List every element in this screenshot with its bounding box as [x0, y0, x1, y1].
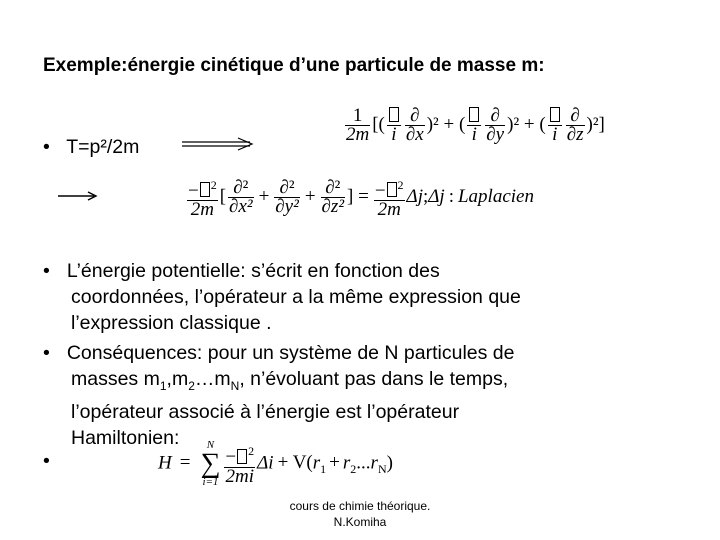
bullet-marker: •: [43, 342, 50, 364]
right-arrow-icon: [182, 137, 254, 151]
potential-line-3: l’expression classique .: [71, 312, 272, 334]
bullet-consequences: [43, 340, 683, 451]
consequences-line-2: masses $m_1,m_2\dots m_N$, n’évoluant pas dans le temps,: [71, 368, 509, 393]
hbar-glyph-icon: [550, 107, 560, 122]
hamiltonian-equation: H = N ∑ i=1 $\frac{- ^2}{2mi}$ $\Delta i + V(r_1 + r_2...r_N)$: [158, 439, 393, 488]
hbar-glyph-icon: [389, 107, 399, 122]
kinetic-operator-equation: $\frac{1}{2m}$ [( i $\frac{\partial}{\partial x}$ )² + ( i $\frac{\partial}{\partial y}$ )² + ( i $\frac{\partial}{\partial z}$ )²]: [346, 105, 605, 145]
potential-line-2: coordonnées, l’opérateur a la même expression que: [71, 286, 521, 308]
consequences-line-4: Hamiltonien:: [71, 426, 180, 449]
bullet-potential-energy: [43, 258, 683, 336]
bullet-marker: •: [43, 260, 50, 282]
hbar-glyph-icon: [469, 107, 479, 122]
footer-course: cours de chimie théorique.: [289, 499, 431, 513]
consequences-line-1: Conséquences: pour un système de N particules de: [66, 342, 515, 364]
bullet-kinetic: [43, 134, 139, 160]
footer-author: N.Komiha: [333, 515, 387, 529]
laplacian-equation: $\frac{- ^2}{2m}$ [ $\frac{\text{∂²}}{\text{∂x²}}$ + $\frac{\text{∂²}}{\text{∂y²}}$ + $\frac{\text{∂²}}{\text{∂z²}}$ ] = $\frac{- ^2}{2m}$ Δj;Δj : Laplacien: [188, 177, 534, 221]
footer: [250, 498, 470, 530]
slide-title: Exemple:énergie cinétique d’une particule de masse m:: [43, 55, 545, 76]
bullet-marker: •: [43, 136, 50, 158]
consequences-line-3: l’opérateur associé à l’énergie est l’opérateur: [71, 400, 460, 423]
bullet-marker: •: [43, 450, 50, 472]
bullet-hamiltonian: [43, 448, 50, 474]
hbar-glyph-icon: [237, 449, 247, 464]
kinetic-formula: T=p²/2m: [66, 136, 140, 158]
potential-line-1: L’énergie potentielle: s’écrit en fonction des: [66, 260, 440, 282]
arrow-icon: [58, 190, 98, 202]
hbar-glyph-icon: [387, 182, 397, 197]
hbar-glyph-icon: [200, 182, 210, 197]
